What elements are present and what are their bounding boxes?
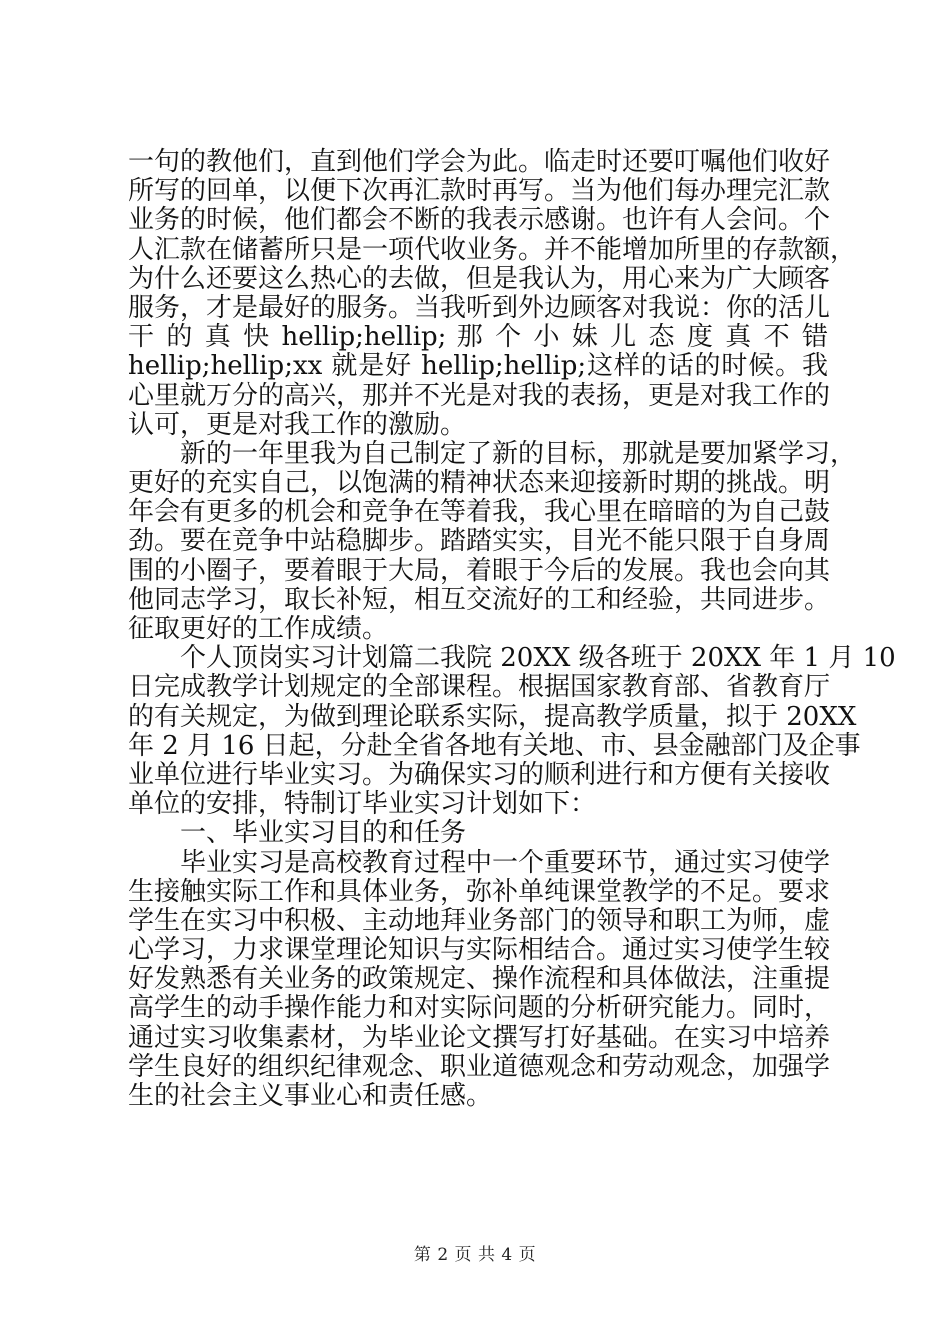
text-line: 生的社会主义事业心和责任感。 bbox=[128, 1081, 493, 1111]
text-line: 人汇款在储蓄所只是一项代收业务。并不能增加所里的存款额， bbox=[128, 234, 857, 265]
text-line: 高学生的动手操作能力和对实际问题的分析研究能力。同时， bbox=[128, 993, 831, 1024]
text-line: 年 2 月 16 日起，分赴全省各地有关地、市、县金融部门及企事 bbox=[128, 730, 861, 761]
text-line: 学生良好的组织纪律观念、职业道德观念和劳动观念，加强学 bbox=[128, 1051, 831, 1082]
text-line: 认可，更是对我工作的激励。 bbox=[128, 409, 467, 440]
text-line: 更好的充实自己，以饱满的精神状态来迎接新时期的挑战。明 bbox=[128, 468, 831, 499]
text-line: 劲。要在竞争中站稳脚步。踏踏实实，目光不能只限于自身周 bbox=[128, 526, 831, 557]
text-line: 业单位进行毕业实习。为确保实习的顺利进行和方便有关接收 bbox=[128, 759, 831, 790]
text-line: 心学习，力求课堂理论知识与实际相结合。通过实习使学生较 bbox=[128, 935, 831, 966]
page-number: 第 2 页 共 4 页 bbox=[413, 1245, 537, 1265]
text-line: 通过实习收集素材，为毕业论文撰写打好基础。在实习中培养 bbox=[128, 1022, 831, 1053]
text-line: 心里就万分的高兴，那并不光是对我的表扬，更是对我工作的 bbox=[128, 380, 831, 411]
text-line: 干 的 真 快 hellip;hellip; 那 个 小 妹 儿 态 度 真 不 错 bbox=[128, 322, 828, 353]
text-line: 为什么还要这么热心的去做，但是我认为，用心来为广大顾客 bbox=[128, 263, 831, 294]
text-line: 学生在实习中积极、主动地拜业务部门的领导和职工为师，虚 bbox=[128, 905, 831, 936]
text-line: 生接触实际工作和具体业务，弥补单纯课堂教学的不足。要求 bbox=[128, 876, 831, 907]
text-line: 新的一年里我为自己制定了新的目标，那就是要加紧学习， bbox=[180, 438, 857, 469]
text-line: 征取更好的工作成绩。 bbox=[128, 614, 389, 644]
text-line: 的有关规定，为做到理论联系实际，提高教学质量，拟于 20XX bbox=[128, 701, 857, 732]
text-line: 业务的时候，他们都会不断的我表示感谢。也许有人会问。个 bbox=[128, 205, 831, 236]
heading-line: 一、毕业实习目的和任务 bbox=[180, 818, 467, 849]
section-heading bbox=[128, 819, 828, 848]
text-line: 他同志学习，取长补短，相互交流好的工和经验，共同进步。 bbox=[128, 584, 831, 615]
text-line: 围的小圈子，要着眼于大局，着眼于今后的发展。我也会向其 bbox=[128, 555, 831, 586]
text-line: 个人顶岗实习计划篇二我院 20XX 级各班于 20XX 年 1 月 10 bbox=[180, 643, 896, 674]
document-body bbox=[128, 147, 896, 1111]
text-line: 单位的安排，特制订毕业实习计划如下： bbox=[128, 789, 597, 820]
text-line: 所写的回单，以便下次再汇款时再写。当为他们每办理完汇款 bbox=[128, 176, 831, 207]
paragraph-1 bbox=[128, 147, 857, 440]
text-line: hellip;hellip;xx 就是好 hellip;hellip;这样的话的时候。我 bbox=[128, 351, 828, 382]
text-line: 好发熟悉有关业务的政策规定、操作流程和具体做法，注重提 bbox=[128, 964, 831, 995]
paragraph-2 bbox=[128, 438, 857, 644]
text-line: 年会有更多的机会和竞争在等着我，我心里在暗暗的为自己鼓 bbox=[128, 497, 831, 528]
text-line: 日完成教学计划规定的全部课程。根据国家教育部、省教育厅 bbox=[128, 672, 831, 703]
paragraph-4 bbox=[128, 847, 831, 1112]
text-line: 毕业实习是高校教育过程中一个重要环节，通过实习使学 bbox=[180, 847, 831, 878]
text-line: 一句的教他们，直到他们学会为此。临走时还要叮嘱他们收好 bbox=[128, 147, 831, 177]
paragraph-3 bbox=[128, 643, 896, 820]
text-line: 服务，才是最好的服务。当我听到外边顾客对我说：你的活儿 bbox=[128, 292, 831, 323]
